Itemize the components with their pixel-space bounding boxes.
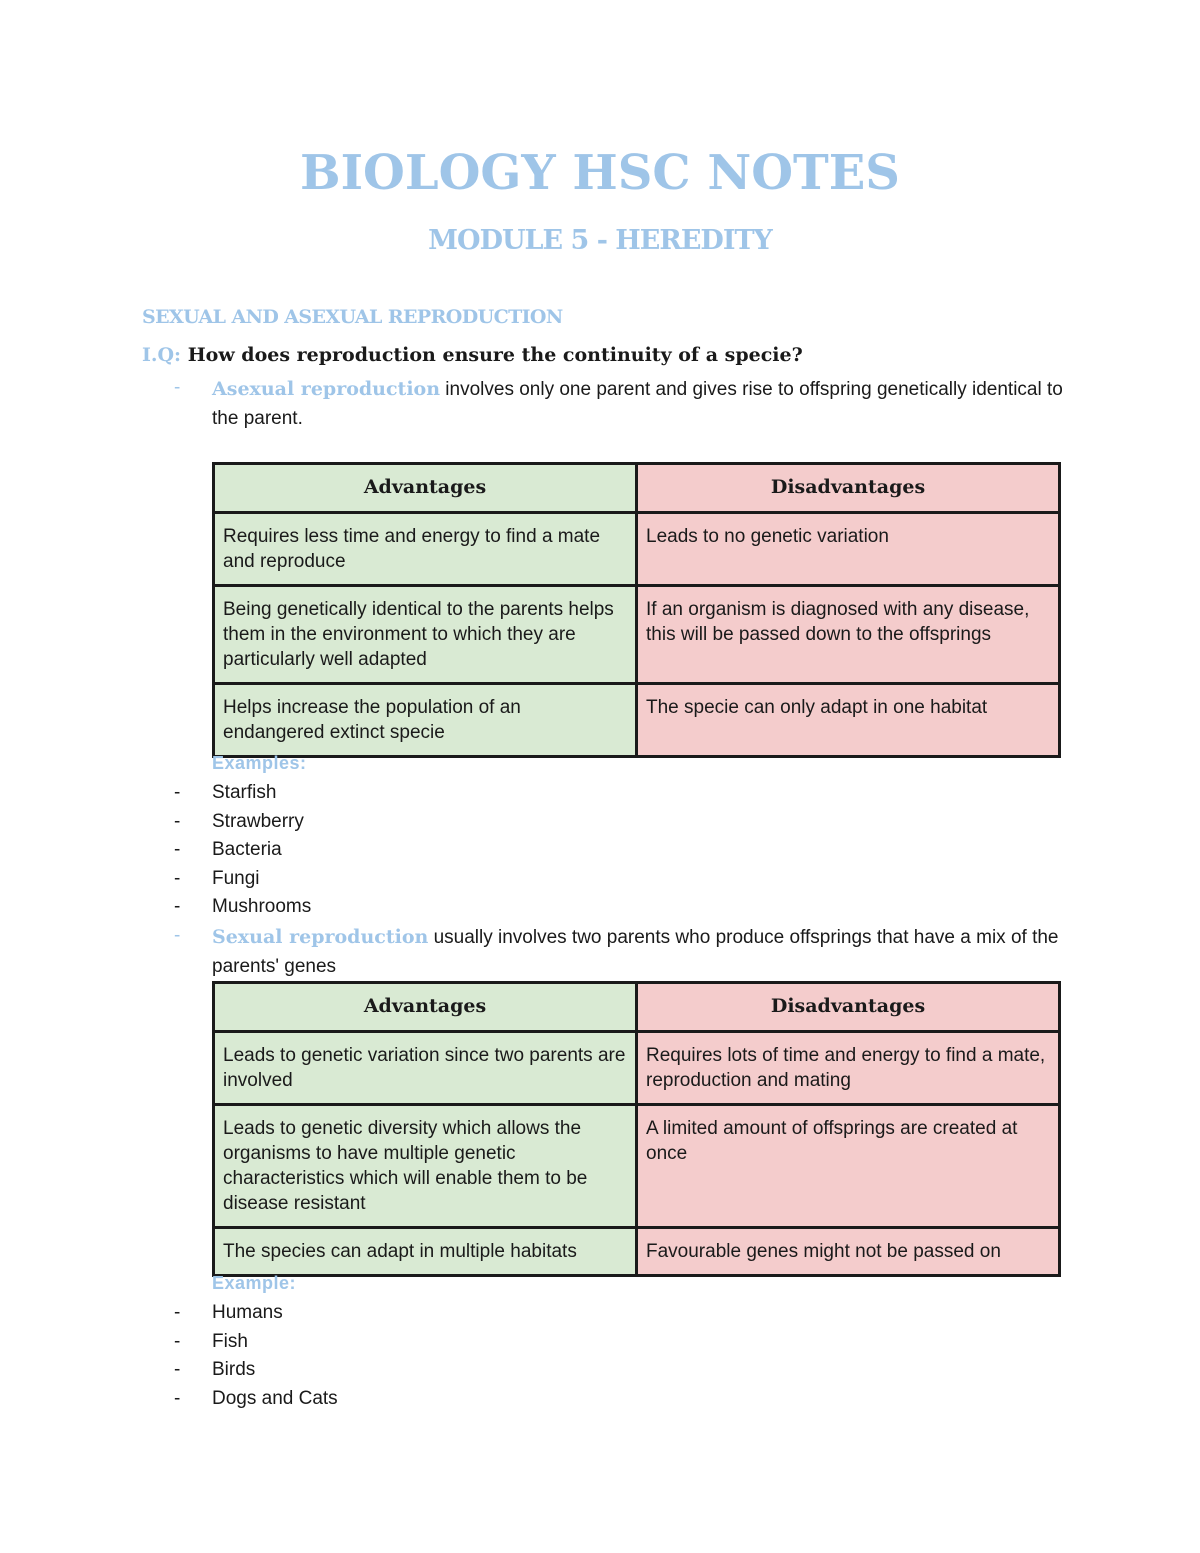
list-item-text: Bacteria (212, 839, 282, 860)
advantages-header: Advantages (214, 983, 637, 1032)
inquiry-text: How does reproduction ensure the continuity of a specie? (187, 344, 803, 366)
page-title: BIOLOGY HSC NOTES (300, 145, 900, 201)
bullet-dash: - (174, 377, 181, 398)
advantage-cell: Being genetically identical to the parents helps them in the environment to which they are particularly well adapted (214, 586, 637, 684)
disadvantage-cell: The specie can only adapt in one habitat (637, 684, 1060, 757)
bullet-dash: - (174, 782, 181, 803)
advantages-header: Advantages (214, 464, 637, 513)
disadvantage-cell: Favourable genes might not be passed on (637, 1228, 1060, 1276)
advantage-cell: Helps increase the population of an endangered extinct specie (214, 684, 637, 757)
bullet-dash: - (174, 1302, 181, 1323)
sexual-comparison-table (212, 981, 1061, 1277)
disadvantage-cell: Requires lots of time and energy to find a mate, reproduction and mating (637, 1032, 1060, 1105)
bullet-dash: - (174, 925, 181, 946)
asexual-description: involves only one parent and gives rise to offspring genetically identical to the parent. (212, 379, 1063, 429)
sexual-paragraph (212, 923, 1072, 981)
bullet-dash: - (174, 896, 181, 917)
bullet-dash: - (174, 839, 181, 860)
asexual-term: Asexual reproduction (212, 378, 441, 400)
disadvantages-header: Disadvantages (637, 464, 1060, 513)
inquiry-question (142, 342, 803, 368)
list-item-text: Humans (212, 1302, 283, 1323)
bullet-dash: - (174, 1359, 181, 1380)
list-item-text: Starfish (212, 782, 277, 803)
list-item-text: Fish (212, 1330, 248, 1352)
disadvantage-cell: If an organism is diagnosed with any disease, this will be passed down to the offsprings (637, 586, 1060, 684)
advantage-cell: Leads to genetic variation since two parents are involved (214, 1032, 637, 1105)
sexual-examples-label: Example: (212, 1273, 297, 1293)
inquiry-label: I.Q: (142, 344, 182, 366)
disadvantage-cell: Leads to no genetic variation (637, 513, 1060, 586)
advantage-cell: Requires less time and energy to find a mate and reproduce (214, 513, 637, 586)
disadvantages-header: Disadvantages (637, 983, 1060, 1032)
list-item-text: Strawberry (212, 810, 304, 832)
advantage-cell: The species can adapt in multiple habitats (214, 1228, 637, 1276)
disadvantage-cell: A limited amount of offsprings are created at once (637, 1105, 1060, 1228)
module-subtitle: MODULE 5 - HEREDITY (428, 225, 772, 256)
sexual-term: Sexual reproduction (212, 926, 429, 948)
asexual-paragraph (212, 375, 1072, 433)
bullet-dash: - (174, 810, 181, 832)
bullet-dash: - (174, 1387, 181, 1409)
section-heading: SEXUAL AND ASEXUAL REPRODUCTION (142, 306, 563, 328)
list-item-text: Mushrooms (212, 896, 312, 917)
bullet-dash: - (174, 867, 181, 889)
sexual-description: usually involves two parents who produce offsprings that have a mix of the parents' genes (212, 927, 1059, 977)
list-item-text: Birds (212, 1359, 256, 1380)
list-item-text: Dogs and Cats (212, 1387, 338, 1409)
list-item-text: Fungi (212, 867, 260, 889)
advantage-cell: Leads to genetic diversity which allows the organisms to have multiple genetic characteristics which will enable them to be disease resistant (214, 1105, 637, 1228)
bullet-dash: - (174, 1330, 181, 1352)
asexual-examples-label: Examples: (212, 753, 307, 773)
asexual-comparison-table (212, 462, 1061, 758)
